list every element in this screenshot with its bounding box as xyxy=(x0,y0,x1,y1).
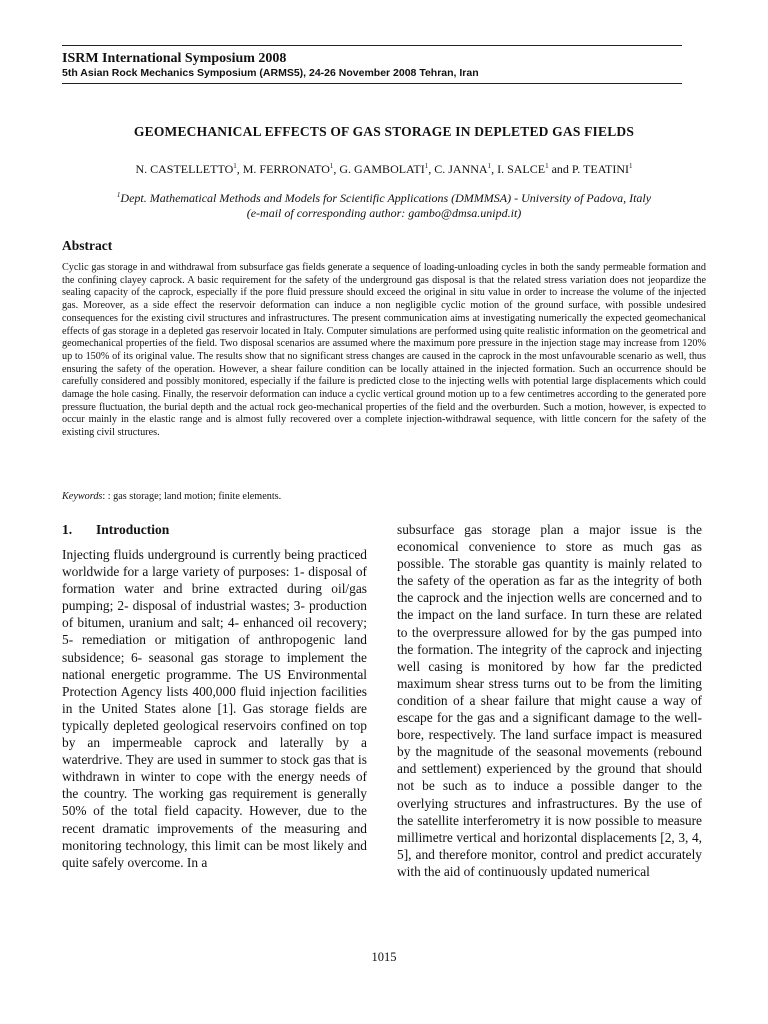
abstract-heading: Abstract xyxy=(62,238,113,253)
author-affil-mark: 1 xyxy=(329,162,334,170)
author-affil-mark: 1 xyxy=(424,162,429,170)
author: N. CASTELLETTO xyxy=(135,162,234,176)
symposium-title: ISRM International Symposium 2008 xyxy=(62,51,287,66)
paper-title: GEOMECHANICAL EFFECTS OF GAS STORAGE IN DEPLETED GAS FIELDS xyxy=(133,124,635,139)
author-affil-mark: 1 xyxy=(233,162,237,170)
keywords xyxy=(62,491,281,502)
affiliation xyxy=(40,188,728,221)
header-rule-bottom xyxy=(62,83,682,84)
author-affil-mark: 1 xyxy=(629,162,633,170)
symposium-subtitle: 5th Asian Rock Mechanics Symposium (ARMS5), 24-26 November 2008 Tehran, Iran xyxy=(62,67,479,79)
author-list: N. CASTELLETTO$^1$, M. FERRONATO$^1$, G. GAMBOLATI$^1$, C. JANNA$^1$, I. SALCE$^1$ and P. TEATINI$^1$ xyxy=(135,162,633,176)
author: G. GAMBOLATI xyxy=(339,162,425,176)
author: I. SALCE xyxy=(497,162,546,176)
author: P. TEATINI xyxy=(571,162,630,176)
section-heading xyxy=(62,522,169,538)
corresponding-email: (e-mail of corresponding author: gambo@dmsa.unipd.it) xyxy=(246,206,522,220)
keywords-label: Keywords xyxy=(62,491,103,502)
body-column-left: Injecting fluids underground is currently being practiced worldwide for a large variety of purposes: 1- disposal of formation water and brine extracted during oil/gas pumping; 2- disposal of industrial wastes; 3- production of bitumen, uranium and salt; 4- enhanced oil recovery; 5- remediation or mitigation of anthropogenic land subsidence; 6- seasonal gas storage to implement the national energetic programme. The US Environmental Protection Agency lists 400,000 fluid injection facilities in the United States alone [1]. Gas storage fields are typically depleted geological reservoirs confined on top by an impermeable caprock and laterally by a waterdrive. They are used in summer to stock gas that is withdrawn in winter to cope with the energy needs of the country. The working gas requirement is generally 50% of the total field capacity. However, due to the recent dramatic improvements of the measuring and monitoring technology, this limit can be most likely and quite safely overcome. In a xyxy=(62,547,367,870)
affiliation-text: Dept. Mathematical Methods and Models for Scientific Applications (DMMMSA) - University of Padova, Italy xyxy=(120,191,652,205)
section-number: 1. xyxy=(62,522,73,537)
author-affil-mark: 1 xyxy=(487,162,492,170)
abstract-text: Cyclic gas storage in and withdrawal from subsurface gas fields generate a sequence of loading-unloading cycles in both the sandy permeable formation and the confining clayey caprock. A basic requirement for the safety of the underground gas disposal is that the related stress variation does not jeopardize the sealing capacity of the caprock, especially if the pore fluid pressure should exceed the original in situ value in order to increase the volume of the injected gas. Moreover, as a side effect the reservoir deformation can induce a non negligible cyclic motion of the ground surface, with possible undesired consequences for the existing civil structures and infrastructures. The present communication aims at investigating numerically the expected geomechanical effects of gas storage in a depleted gas reservoir located in Italy. Computer simulations are performed using quite realistic information on the geometrical and geomechanical properties of the field. Two disposal scenarios are assumed where the maximum pore pressure in the injection stage may increase from 120% up to 150% of its original value. The results show that no significant stress changes are caused in the caprock in the most unfavourable scenario as well, thus ensuring the safety of the operation. However, a shear failure condition can be locally attained in the injected formation. Such an occurrence should be carefully considered and possibly monitored, especially if the failure is predicted close to the injecting wells with potential large displacements which could damage the hole casing. Finally, the reservoir deformation can induce a cyclic vertical ground motion up to a few centimetres according to the generated pore pressure fluctuation, the burial depth and the actual rock geo-mechanical properties of the field and the overburden. Such a motion, however, is expected to occur mainly in the elastic range and is almost fully recovered over a complete injection-withdrawal sequence, with little concern for the safety of the existing civil structures. xyxy=(62,262,706,439)
author: M. FERRONATO xyxy=(242,162,330,176)
author: C. JANNA xyxy=(434,162,488,176)
affiliation-mark: 1 xyxy=(116,191,121,199)
page-number: 1015 xyxy=(371,950,397,964)
header-rule-top xyxy=(62,45,682,46)
section-title: Introduction xyxy=(96,522,170,537)
keywords-text: : : gas storage; land motion; finite elements. xyxy=(102,491,282,502)
body-column-right: subsurface gas storage plan a major issue is the economical convenience to store as much gas as possible. The storable gas quantity is mainly related to the safety of the operation as far as the integrity of both the caprock and the injection wells are concerned and to the impact on the land surface. In turn these are related to the overpressure allowed for by the gas pumped into the formation. The integrity of the caprock and injecting well casing is monitored by how far the predicted maximum shear stress turns out to be from the limiting condition of a shear failure that might cause a way of escape for the gas and a significant damage to the well-bore, respectively. The land surface impact is measured by the magnitude of the seasonal movements (rebound and settlement) experienced by the ground that should not be such as to induce a possible danger to the overlying structures and infrastructures. By the use of the satellite interferometry it is now possible to measure millimetre vertical and horizontal displacements [2, 3, 4, 5], and therefore monitor, control and predict accurately with the aid of continuously updated numerical xyxy=(397,522,702,879)
author-affil-mark: 1 xyxy=(545,162,549,170)
